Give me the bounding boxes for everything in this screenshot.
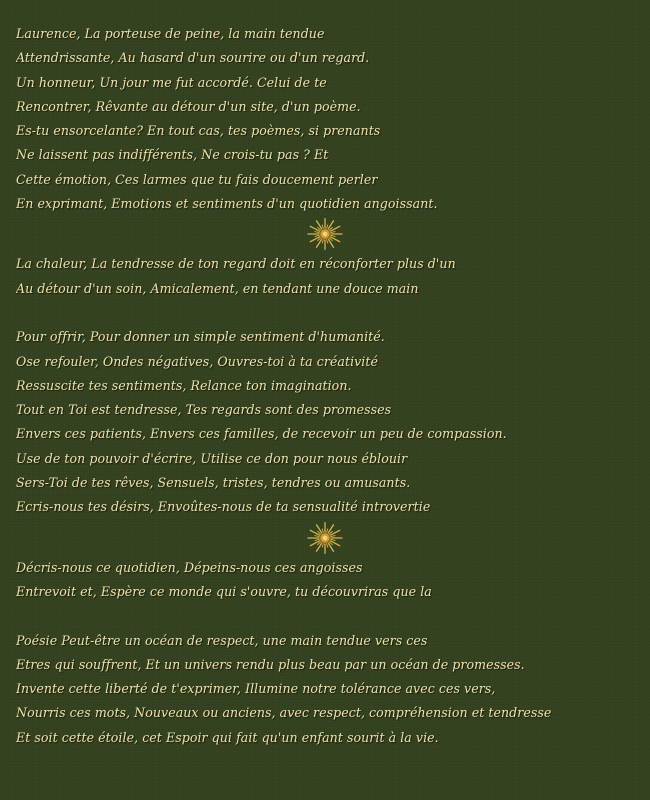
poem-line: Invente cette liberté de t'exprimer, Illumine notre tolérance avec ces vers,: [16, 681, 496, 697]
poem-line: Sers-Toi de tes rêves, Sensuels, tristes, tendres ou amusants.: [16, 475, 411, 491]
poem-line: Poésie Peut-être un océan de respect, une main tendue vers ces: [16, 632, 428, 648]
poem-line: Etres qui souffrent, Et un univers rendu plus beau par un océan de promesses.: [16, 656, 525, 672]
sunburst-svg: [305, 520, 345, 556]
stanza-gap: [16, 604, 634, 628]
stanza-3: [16, 325, 634, 519]
poem-line: Cette émotion, Ces larmes que tu fais doucement perler: [16, 171, 378, 187]
poem-line: Décris-nous ce quotidien, Dépeins-nous ces angoisses: [16, 559, 363, 575]
poem-line: Ne laissent pas indifférents, Ne crois-tu pas ? Et: [16, 147, 329, 163]
poem-line: Pour offrir, Pour donner un simple sentiment d'humanité.: [16, 329, 385, 345]
sunburst-ornament-icon: [16, 216, 634, 252]
poem-line: Envers ces patients, Envers ces familles, de recevoir un peu de compassion.: [16, 426, 507, 442]
stanza-gap: [16, 301, 634, 325]
poem-line: En exprimant, Emotions et sentiments d'un quotidien angoissant.: [16, 196, 438, 212]
poem-line: Entrevoit et, Espère ce monde qui s'ouvre, tu découvriras que la: [16, 583, 432, 599]
stanza-5: [16, 629, 634, 750]
sunburst-ornament-icon: [16, 520, 634, 556]
poem-line: Ose refouler, Ondes négatives, Ouvres-toi à ta créativité: [16, 353, 378, 369]
poem-line: Au détour d'un soin, Amicalement, en tendant une douce main: [16, 280, 419, 296]
poem-line: Un honneur, Un jour me fut accordé. Celui de te: [16, 74, 327, 90]
stanza-4: [16, 556, 634, 605]
poem-line: Attendrissante, Au hasard d'un sourire ou d'un regard.: [16, 50, 370, 66]
poem-line: Et soit cette étoile, cet Espoir qui fait qu'un enfant sourit à la vie.: [16, 729, 439, 745]
stanza-2: [16, 252, 634, 301]
poem-line: Laurence, La porteuse de peine, la main tendue: [16, 26, 325, 41]
poem-line: Use de ton pouvoir d'écrire, Utilise ce don pour nous éblouir: [16, 450, 408, 466]
poem-line: Tout en Toi est tendresse, Tes regards sont des promesses: [16, 402, 392, 418]
sunburst-svg: [305, 216, 345, 252]
poem-line: La chaleur, La tendresse de ton regard doit en réconforter plus d'un: [16, 256, 456, 272]
poem-line: Es-tu ensorcelante? En tout cas, tes poèmes, si prenants: [16, 123, 381, 139]
poem-line: Ecris-nous tes désirs, Envoûtes-nous de ta sensualité introvertie: [16, 499, 431, 515]
stanza-1: [16, 22, 634, 216]
poem-line: Rencontrer, Rêvante au détour d'un site, d'un poème.: [16, 98, 361, 114]
poem-line: Nourris ces mots, Nouveaux ou anciens, avec respect, compréhension et tendresse: [16, 705, 552, 721]
poem-line: Ressuscite tes sentiments, Relance ton imagination.: [16, 377, 352, 393]
